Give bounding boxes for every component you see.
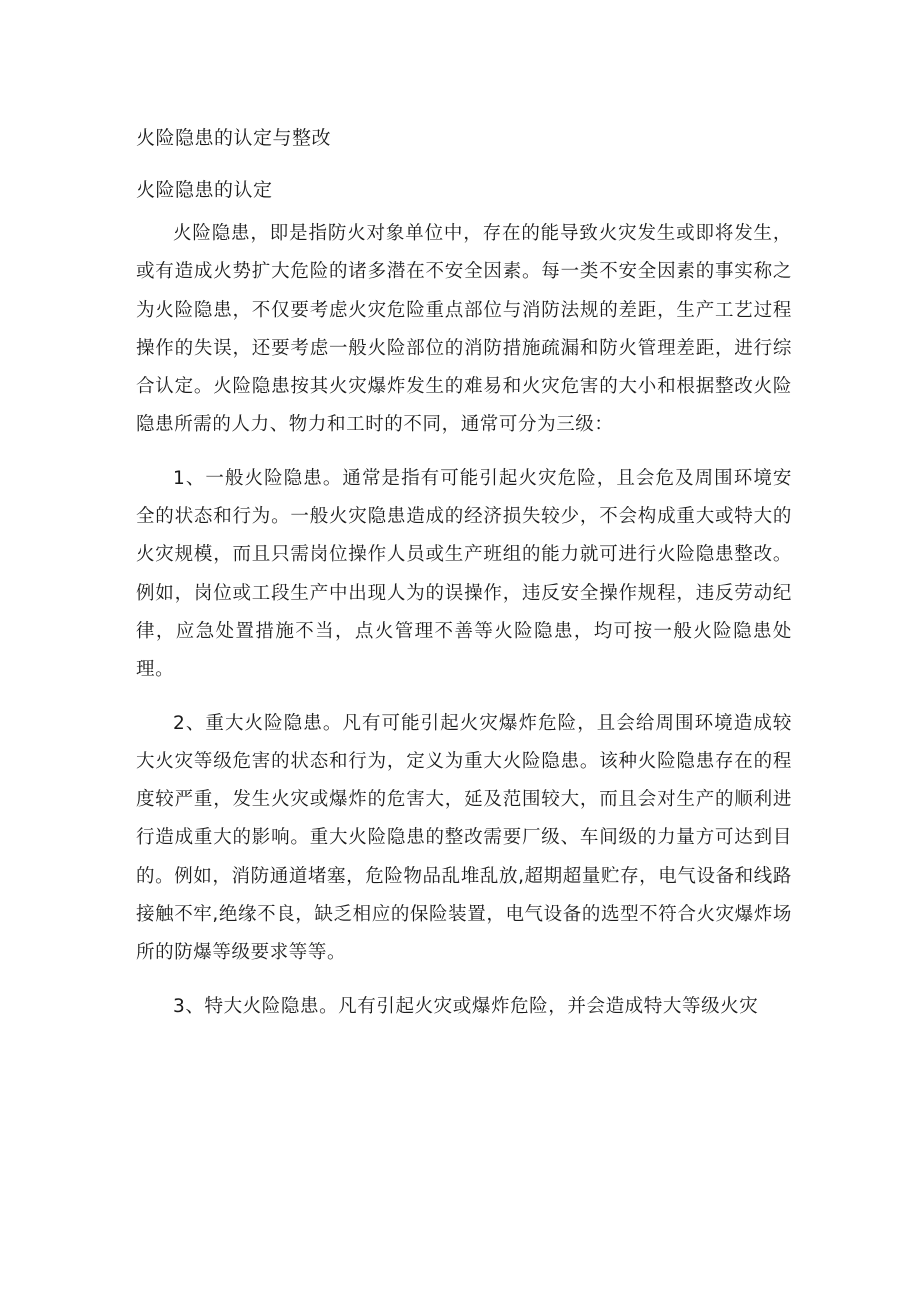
paragraph-definition: 火险隐患，即是指防火对象单位中，存在的能导致火灾发生或即将发生，或有造成火势扩大危险的诸多潜在不安全因素。每一类不安全因素的事实称之为火险隐患，不仅要考虑火灾危险重点部位与消防法规的差距，生产工艺过程操作的失误，还要考虑一般火险部位的消防措施疏漏和防火管理差距，进行综合认定。火险隐患按其火灾爆炸发生的难易和火灾危害的大小和根据整改火险隐患所需的人力、物力和工时的不同，通常可分为三级： bbox=[136, 223, 792, 436]
paragraph-general-hazard: 1、一般火险隐患。通常是指有可能引起火灾危险，且会危及周围环境安全的状态和行为。一般火灾隐患造成的经济损失较少，不会构成重大或特大的火灾规模，而且只需岗位操作人员或生产班组的能力就可进行火险隐患整改。例如，岗位或工段生产中出现人为的误操作，违反安全操作规程，违反劳动纪律，应急处置措施不当，点火管理不善等火险隐患，均可按一般火险隐患处理。 bbox=[136, 467, 792, 681]
paragraph-extraordinary-hazard: 3、特大火险隐患。凡有引起火灾或爆炸危险，并会造成特大等级火灾 bbox=[173, 995, 759, 1017]
document-title: 火险隐患的认定与整改 bbox=[136, 127, 332, 149]
paragraph-major-hazard: 2、重大火险隐患。凡有可能引起火灾爆炸危险，且会给周围环境造成较大火灾等级危害的状态和行为，定义为重大火险隐患。该种火险隐患存在的程度较严重，发生火灾或爆炸的危害大，延及范围较大，而且会对生产的顺利进行造成重大的影响。重大火险隐患的整改需要厂级、车间级的力量方可达到目的。例如，消防通道堵塞，危险物品乱堆乱放,超期超量贮存，电气设备和线路接触不牢,绝缘不良，缺乏相应的保险装置，电气设备的选型不符合火灾爆炸场所的防爆等级要求等等。 bbox=[136, 712, 792, 964]
document-body bbox=[136, 215, 792, 1041]
section-heading: 火险隐患的认定 bbox=[136, 179, 273, 201]
